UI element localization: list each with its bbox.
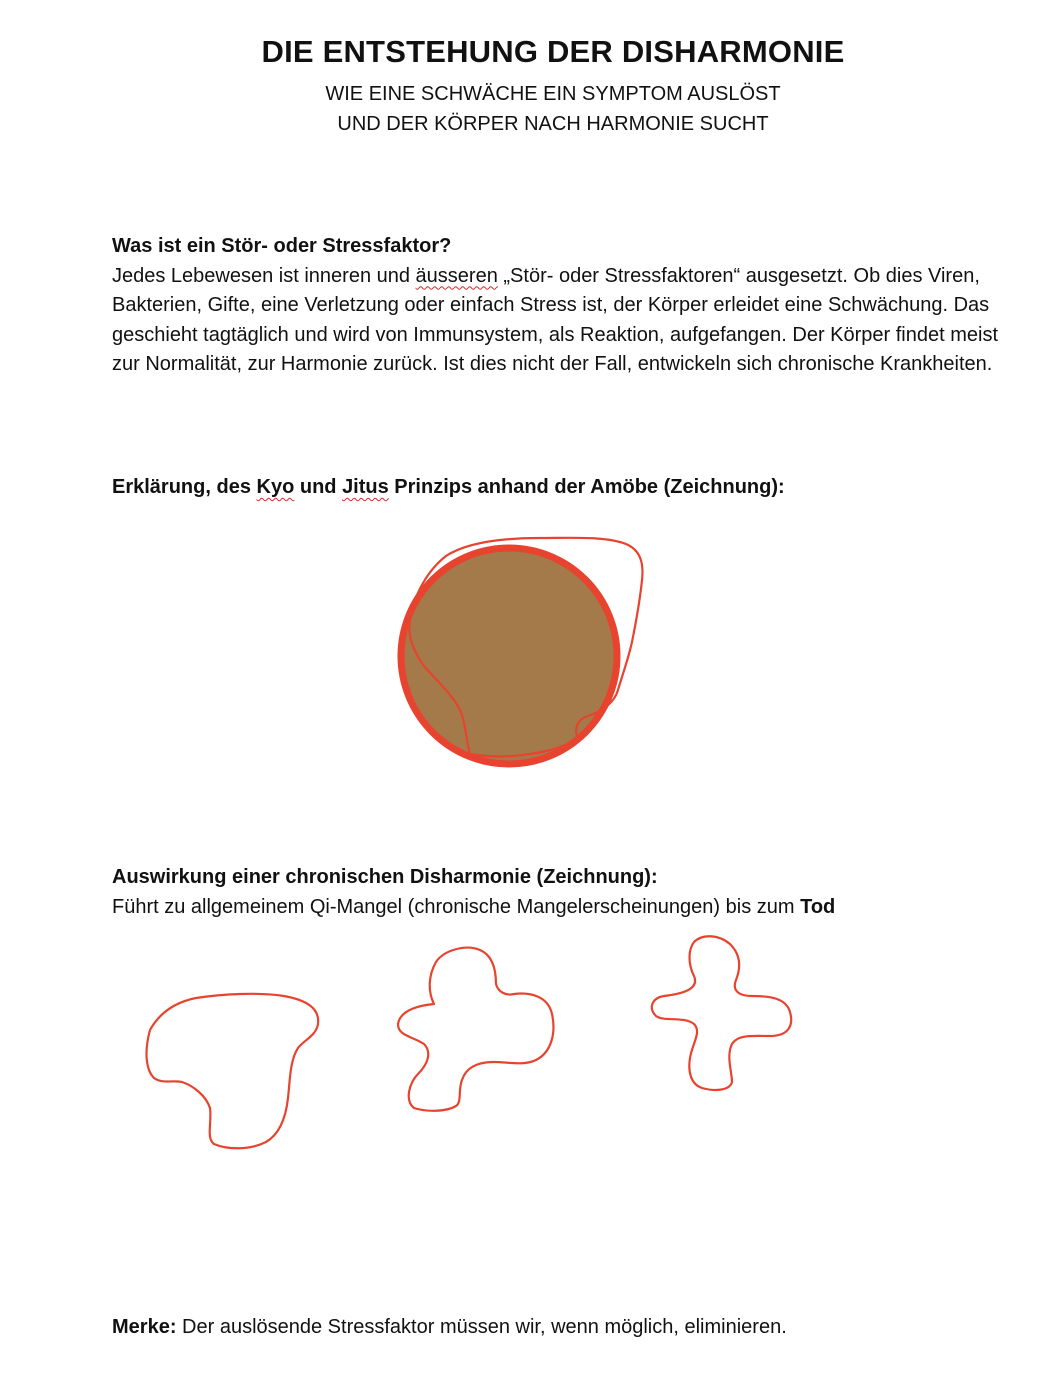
subtitle-line-1: WIE EINE SCHWÄCHE EIN SYMPTOM AUSLÖST [325,83,781,105]
chronic-text-bold: Tod [800,895,836,918]
note-section [112,1313,1012,1343]
kyo-heading-part-1: Erklärung, des [112,476,257,498]
shrinking-cell-3 [652,936,791,1090]
note-text: Der auslösende Stressfaktor müssen wir, wenn möglich, eliminieren. [176,1316,787,1338]
chronic-heading: Auswirkung einer chronischen Disharmonie (Zeichnung): [112,866,658,888]
note-paragraph [112,1313,1012,1343]
shrinking-cell-2 [398,948,553,1111]
spellcheck-flag-ausseren: äusseren [415,264,498,287]
shrinking-cell-1 [147,994,319,1148]
stressor-text-end: „Stör- oder Stressfaktoren“ ausgesetzt. Ob dies Viren, Bakterien, Gifte, eine Verletzung oder einfach Stress ist, der Körper erleidet eine Schwächung. Das geschieht tagtäglich und wird von Immunsystem, als Reaktion, aufgefangen. Der Körper findet meist zur Normalität, zur Harmonie zurück. Ist dies nicht der Fall, entwickeln sich chronische Krankheiten. [112,264,999,375]
stressor-heading: Was ist ein Stör- oder Stressfaktor? [112,235,452,257]
chronic-text: Führt zu allgemeinem Qi-Mangel (chronische Mangelerscheinungen) bis zum [112,895,801,918]
kyo-heading-part-2: und [294,476,343,498]
subtitle-line-2: UND DER KÖRPER NACH HARMONIE SUCHT [337,113,769,135]
kyo-heading-part-3: Prinzips anhand der Amöbe (Zeichnung): [388,476,785,498]
page-title: DIE ENTSTEHUNG DER DISHARMONIE [261,34,845,69]
spellcheck-flag-kyo: Kyo [256,476,295,498]
spellcheck-flag-jitus: Jitus [342,476,389,498]
stressor-text-start: Jedes Lebewesen ist inneren und [112,264,416,287]
note-label: Merke: [112,1316,177,1338]
